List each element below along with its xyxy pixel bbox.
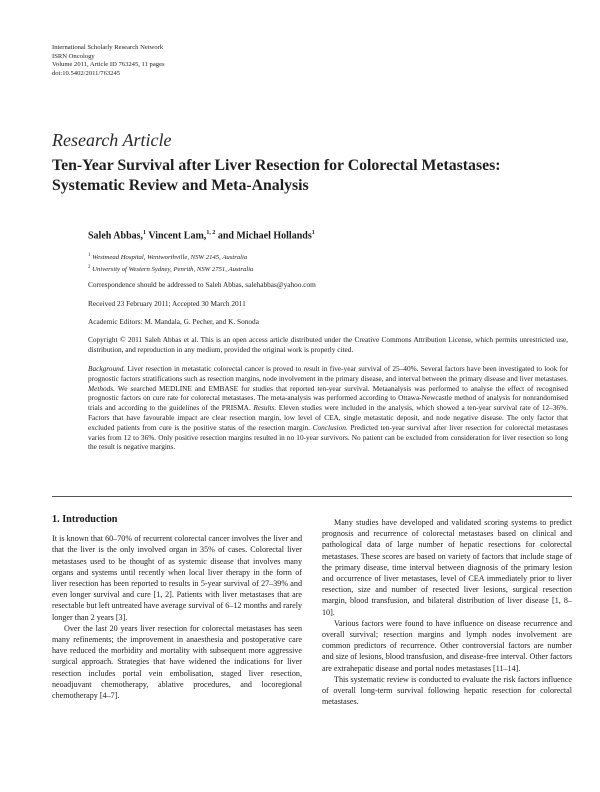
journal-subname: ISRN Oncology — [52, 52, 95, 60]
affiliation-2-mark: 2 — [88, 265, 91, 271]
affiliation-1-text: Westmead Hospital, Wentworthville, NSW 2145, Australia — [90, 254, 248, 262]
introduction-heading: 1. Introduction — [52, 514, 118, 525]
affiliation-2 — [88, 263, 253, 275]
abstract-conclusion-label: Conclusion. — [312, 422, 348, 432]
affiliations — [88, 251, 253, 275]
column-right — [322, 517, 572, 707]
received-accepted-dates: Received 23 February 2011; Accepted 30 March 2011 — [88, 299, 246, 308]
section-divider — [52, 496, 572, 497]
author-2-affil: 1, 2 — [206, 230, 216, 236]
author-3-affil: 1 — [311, 230, 315, 236]
abstract — [88, 364, 568, 452]
intro-paragraph-2: Over the last 20 years liver resection for colorectal metastases has seen many refinements; the improvement in anaesthesia and postoperative care have reduced the morbidity and mortality with subsequent more aggressive surgical approach. Strategies that have widened the indications for liver resection includes portal vein embolisation, staged liver resection, neoadjuvant chemotherapy, ablative procedures, and locoregional chemotherapy [4–7]. — [52, 623, 302, 701]
abstract-background: Liver resection in metastatic colorectal cancer is proved to result in five-year survival of 25–40%. Several factors have been investigated to look for prognostic factors stratifications such as resection margins, node involvement in the primary disease, and interval between the primary disease and liver metastases. — [88, 364, 568, 383]
intro-paragraph-1: It is known that 60–70% of recurrent colorectal cancer involves the liver and that the liver is the only involved organ in 35% of cases. Colorectal liver metastases used to be thought of as systemic disease that involves many organs and systems until recently when local liver therapy in the form of liver resection has been reported to results in 5-year survival of 27–39% and even longer survival and cure [1, 2]. Patients with liver metastases that are resectable but left untreated have average survival of 6–12 months and rarely longer than 2 years [3]. — [52, 534, 302, 622]
abstract-background-label: Background. — [88, 364, 126, 373]
affiliation-1 — [88, 251, 253, 263]
intro-paragraph-5: This systematic review is conducted to evaluate the risk factors influence of overall long-term survival following hepatic resection for colorectal metastases. — [322, 674, 572, 707]
abstract-methods: We searched MEDLINE and EMBASE for studies that reported ten-year survival. Metaanalysis was performed to analyse the effect of recognised prognostic factors on cure rate for colorectal metastases. The meta-analysis was performed according to Ottawa-Newcastle method of analysis for nonrandomised trials and according to the guidelines of the PRISMA. — [88, 383, 568, 413]
journal-name: International Scholarly Research Network — [52, 44, 164, 51]
author-3: and Michael Hollands — [215, 230, 312, 242]
abstract-conclusion: Predicted ten-year survival after liver resection for colorectal metastases varies from 12 to 36%. Only positive resection margins resulted in no 10-year survivors. No patient can be excluded from consideration for liver resection so long the result is negative margins. — [88, 422, 568, 452]
journal-volume: Volume 2011, Article ID 763245, 11 pages — [52, 61, 165, 69]
abstract-methods-label: Methods. — [88, 383, 115, 393]
copyright-notice: Copyright © 2011 Saleh Abbas et al. This is an open access article distributed under the Creative Commons Attribution License, which permits unrestricted use, distribution, and reproduction in any medium, provided the original work is properly cited. — [88, 335, 568, 355]
author-2: Vincent Lam, — [146, 230, 207, 242]
author-1: Saleh Abbas, — [88, 230, 144, 242]
intro-paragraph-3: Many studies have developed and validated scoring systems to predict prognosis and recurrence of colorectal metastases based on clinical and pathological data of large number of hepatic resections for colorectal metastases. These scores are based on variety of factors that include stage of the primary disease, time interval between diagnosis of the primary lesion and occurrence of liver metastases, level of CEA immediately prior to liver resection, size and number of resected liver lesions, surgical resection margin, blood transfusion, and bilateral distribution of liver disease [1, 8–10]. — [322, 518, 572, 617]
correspondence: Correspondence should be addressed to Saleh Abbas, salehabbas@yahoo.com — [88, 280, 316, 289]
paper-title — [52, 156, 572, 196]
author-1-affil: 1 — [143, 230, 147, 236]
author-list — [88, 230, 315, 241]
column-left — [52, 514, 302, 701]
title-line-2: Systematic Review and Meta-Analysis — [52, 177, 309, 194]
article-type: Research Article — [52, 130, 172, 150]
title-line-1: Ten-Year Survival after Liver Resection for Colorectal Metastases: — [52, 157, 501, 174]
abstract-results-label: Results. — [253, 403, 277, 413]
abstract-results: Eleven studies were included in the analysis, which showed a ten-year survival rate of 12–36%. Factors that have favourable impact are clear resection margin, low level of CEA, single metastatic deposit, and node negative disease. The only factor that excluded patients from cure is the positive status of the resection margin. — [88, 403, 568, 432]
journal-doi: doi:10.5402/2011/763245 — [52, 69, 121, 77]
academic-editors: Academic Editors: M. Mandala, G. Pecher, and K. Sonoda — [88, 317, 259, 326]
journal-header — [52, 44, 165, 78]
intro-paragraph-4: Various factors were found to have influence on disease recurrence and overall survival; resection margins and lymph nodes involvement are common predictors of recurrence. Other controversial factors are number and size of lesions, blood transfusion, and disease-free interval. Other factors are extrahepatic disease and portal nodes metastases [11–14]. — [322, 618, 572, 673]
affiliation-2-text: University of Western Sydney, Penrith, NSW 2751, Australia — [90, 266, 254, 274]
affiliation-1-mark: 1 — [88, 253, 91, 258]
